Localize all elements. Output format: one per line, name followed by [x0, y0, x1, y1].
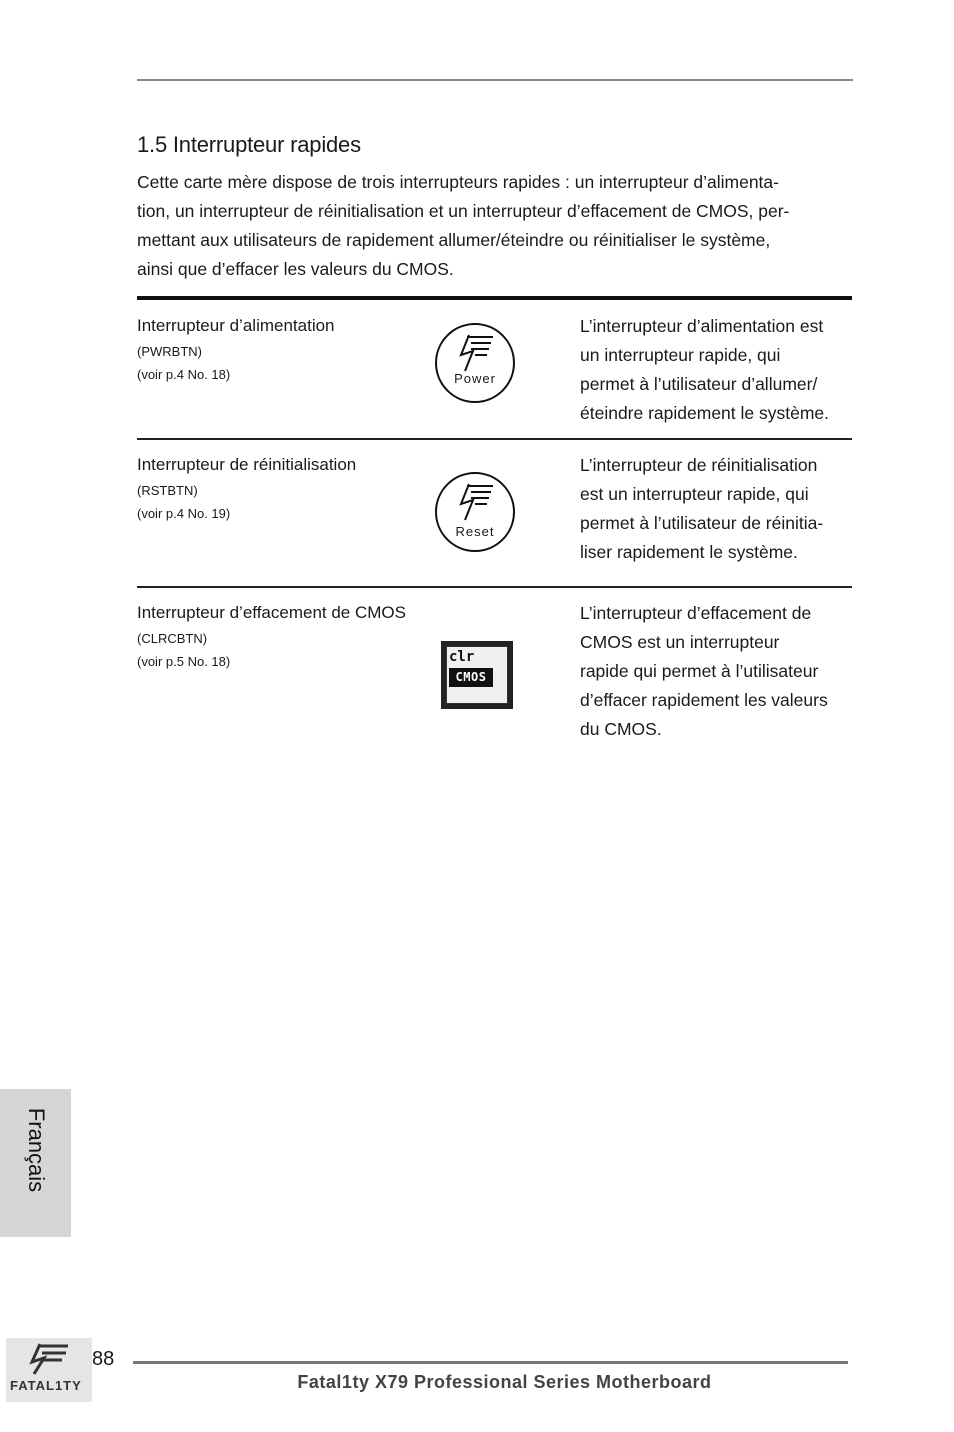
- row-description: [580, 312, 860, 428]
- row-title: Interrupteur de réinitialisation: [137, 455, 357, 474]
- desc-line: permet à l’utilisateur d’allumer/: [580, 374, 818, 394]
- desc-line: éteindre rapidement le système.: [580, 403, 830, 423]
- desc-line: du CMOS.: [580, 719, 662, 739]
- clear-cmos-icon: [441, 641, 513, 709]
- row-code: (CLRCBTN): [137, 631, 208, 646]
- row-code: (PWRBTN): [137, 344, 202, 359]
- language-tab-label: Français: [24, 1107, 49, 1193]
- cmos-icon-clr: clr: [449, 649, 475, 665]
- button-label: Reset: [455, 524, 495, 539]
- cmos-icon-cmos: CMOS: [449, 668, 493, 687]
- desc-line: CMOS est un interrupteur: [580, 632, 780, 652]
- desc-line: d’effacer rapidement les valeurs: [580, 690, 828, 710]
- row-divider: [137, 586, 852, 588]
- page-number: 88: [92, 1348, 115, 1370]
- power-button-icon: [435, 323, 515, 403]
- header-rule: [137, 79, 853, 81]
- intro-line: tion, un interrupteur de réinitialisation et un interrupteur d’effacement de CMOS, per-: [137, 201, 790, 221]
- desc-line: est un interrupteur rapide, qui: [580, 484, 809, 504]
- reset-button-icon: [435, 472, 515, 552]
- row-ref: (voir p.4 No. 18): [137, 367, 231, 382]
- row-title: Interrupteur d’effacement de CMOS: [137, 603, 406, 622]
- row-code: (RSTBTN): [137, 483, 198, 498]
- row-description: [580, 451, 860, 567]
- intro-paragraph: [137, 168, 853, 284]
- lightning-icon: [457, 482, 497, 522]
- section-title: 1.5 Interrupteur rapides: [137, 132, 361, 157]
- row-description: [580, 599, 860, 744]
- desc-line: L’interrupteur de réinitialisation: [580, 455, 818, 475]
- fatal1ty-logo: [6, 1338, 92, 1402]
- table-top-rule: [137, 296, 852, 300]
- desc-line: L’interrupteur d’effacement de: [580, 603, 812, 623]
- intro-line: Cette carte mère dispose de trois interrupteurs rapides : un interrupteur d’alimenta-: [137, 172, 779, 192]
- row-divider: [137, 438, 852, 440]
- desc-line: rapide qui permet à l’utilisateur: [580, 661, 819, 681]
- footer-rule: [133, 1361, 848, 1364]
- row-title: Interrupteur d’alimentation: [137, 316, 335, 335]
- fatal1ty-emblem-icon: [28, 1342, 72, 1376]
- desc-line: permet à l’utilisateur de réinitia-: [580, 513, 824, 533]
- intro-line: mettant aux utilisateurs de rapidement allumer/éteindre ou réinitialiser le système,: [137, 230, 771, 250]
- row-ref: (voir p.5 No. 18): [137, 654, 231, 669]
- desc-line: L’interrupteur d’alimentation est: [580, 316, 824, 336]
- lightning-icon: [457, 333, 497, 373]
- footer-title: Fatal1ty X79 Professional Series Motherboard: [297, 1372, 712, 1392]
- row-ref: (voir p.4 No. 19): [137, 506, 231, 521]
- logo-text: FATAL1TY: [10, 1378, 82, 1393]
- intro-line: ainsi que d’effacer les valeurs du CMOS.: [137, 259, 454, 279]
- desc-line: un interrupteur rapide, qui: [580, 345, 781, 365]
- button-label: Power: [454, 371, 496, 386]
- desc-line: liser rapidement le système.: [580, 542, 798, 562]
